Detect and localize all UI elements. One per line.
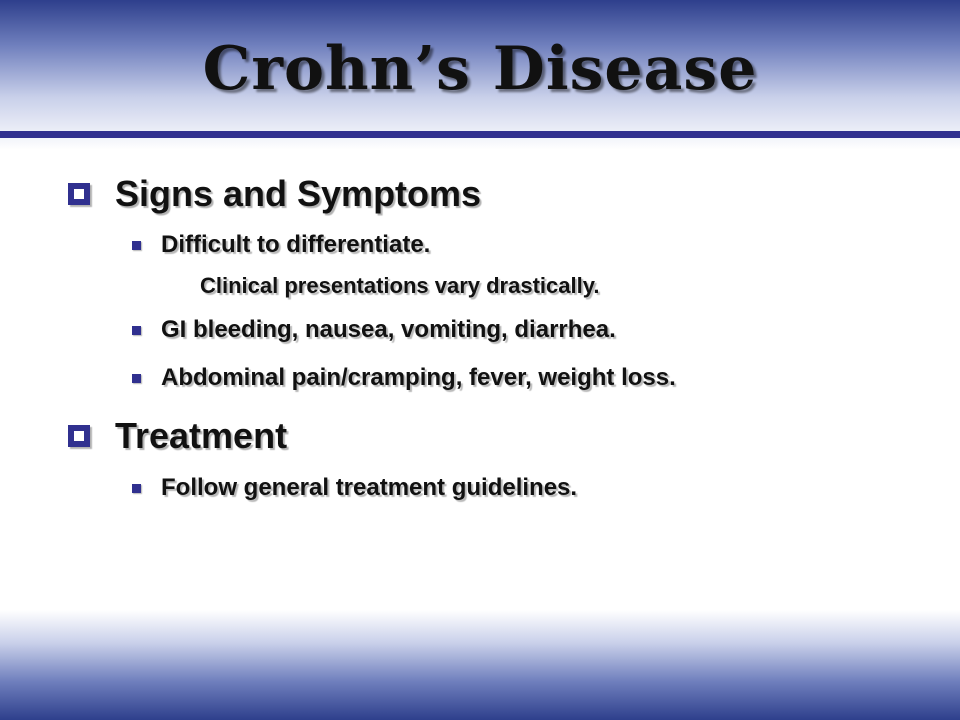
square-bullet-icon bbox=[132, 374, 141, 383]
box-bullet-icon bbox=[68, 183, 90, 205]
bullet-item bbox=[132, 363, 676, 393]
section-heading-signs-symptoms bbox=[68, 172, 481, 216]
bullet-text: Difficult to differentiate. bbox=[161, 231, 431, 258]
bullet-item bbox=[132, 315, 616, 345]
section-heading-label: Signs and Symptoms bbox=[115, 173, 482, 214]
sub-bullet-text: Clinical presentations vary drastically. bbox=[200, 273, 600, 298]
square-bullet-icon bbox=[132, 326, 141, 335]
bullet-text: Abdominal pain/cramping, fever, weight loss. bbox=[161, 364, 676, 391]
box-bullet-icon bbox=[68, 425, 90, 447]
bullet-text: GI bleeding, nausea, vomiting, diarrhea. bbox=[161, 316, 616, 343]
bullet-text: Follow general treatment guidelines. bbox=[161, 474, 578, 501]
square-bullet-icon bbox=[132, 484, 141, 493]
title-divider bbox=[0, 131, 960, 138]
square-bullet-icon bbox=[132, 241, 141, 250]
bottom-gradient-band bbox=[0, 610, 960, 720]
section-heading-label: Treatment bbox=[115, 415, 288, 456]
slide-title: Crohn’s Disease bbox=[202, 34, 758, 104]
bullet-item bbox=[132, 473, 577, 503]
bullet-item bbox=[132, 230, 430, 260]
section-heading-treatment bbox=[68, 414, 287, 458]
